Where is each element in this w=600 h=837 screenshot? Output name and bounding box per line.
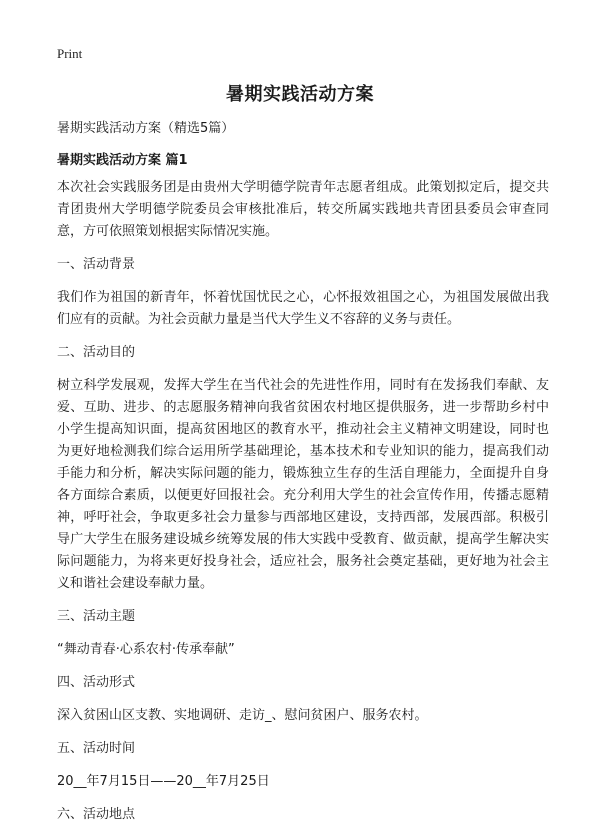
section-body-time: 20__年7月15日——20__年7月25日 <box>57 774 270 789</box>
document-subtitle: 暑期实践活动方案（精选5篇） <box>57 121 235 136</box>
section-heading-purpose: 二、活动目的 <box>57 345 136 360</box>
section-heading-theme: 三、活动主题 <box>57 609 136 624</box>
section-heading-background: 一、活动背景 <box>57 257 136 272</box>
section-body-format: 深入贫困山区支教、实地调研、走访_、慰问贫困户、服务农村。 <box>57 708 428 723</box>
intro-paragraph: 本次社会实践服务团是由贵州大学明德学院青年志愿者组成。此策划拟定后，提交共青团贵州大学明德学院委员会审核批准后，转交所属实践地共青团县委员会审查同意，方可依照策划根据实际情况实施。 <box>57 180 549 239</box>
print-link[interactable]: Print <box>57 46 83 61</box>
document-title: 暑期实践活动方案 <box>226 84 374 105</box>
section-heading-format: 四、活动形式 <box>57 675 136 690</box>
section-heading-time: 五、活动时间 <box>57 741 136 756</box>
article-heading: 暑期实践活动方案 篇1 <box>57 153 188 168</box>
section-body-purpose: 树立科学发展观，发挥大学生在当代社会的先进性作用，同时有在发扬我们奉献、友爱、互助、进步、的志愿服务精神向我省贫困农村地区提供服务，进一步帮助乡村中小学生提高知识面，提高贫困地区的教育水平，推动社会主义精神文明建设，同时也为更好地检测我们综合运用所学基础理论，基本技术和专业知识的能力，提高我们动手能力和分析，解决实际问题的能力，锻炼独立生存的生活自理能力，全面提升自身各方面综合素质，以便更好回报社会。充分利用大学生的社会宣传作用，传播志愿精神，呼吁社会，争取更多社会力量参与西部地区建设，支持西部，发展西部。积极引导广大学生在服务建设城乡统筹发展的伟大实践中受教育、做贡献，提高学生解决实际问题能力，为将来更好投身社会，适应社会，服务社会奠定基础，更好地为社会主义和谐社会建设奉献力量。 <box>57 378 549 591</box>
document-body <box>57 118 549 837</box>
section-body-theme: “舞动青春·心系农村·传承奉献” <box>57 642 235 657</box>
section-heading-location: 六、活动地点 <box>57 807 136 822</box>
section-body-background: 我们作为祖国的新青年，怀着忧国忧民之心，心怀报效祖国之心，为祖国发展做出我们应有的贡献。为社会贡献力量是当代大学生义不容辞的义务与责任。 <box>57 290 549 327</box>
